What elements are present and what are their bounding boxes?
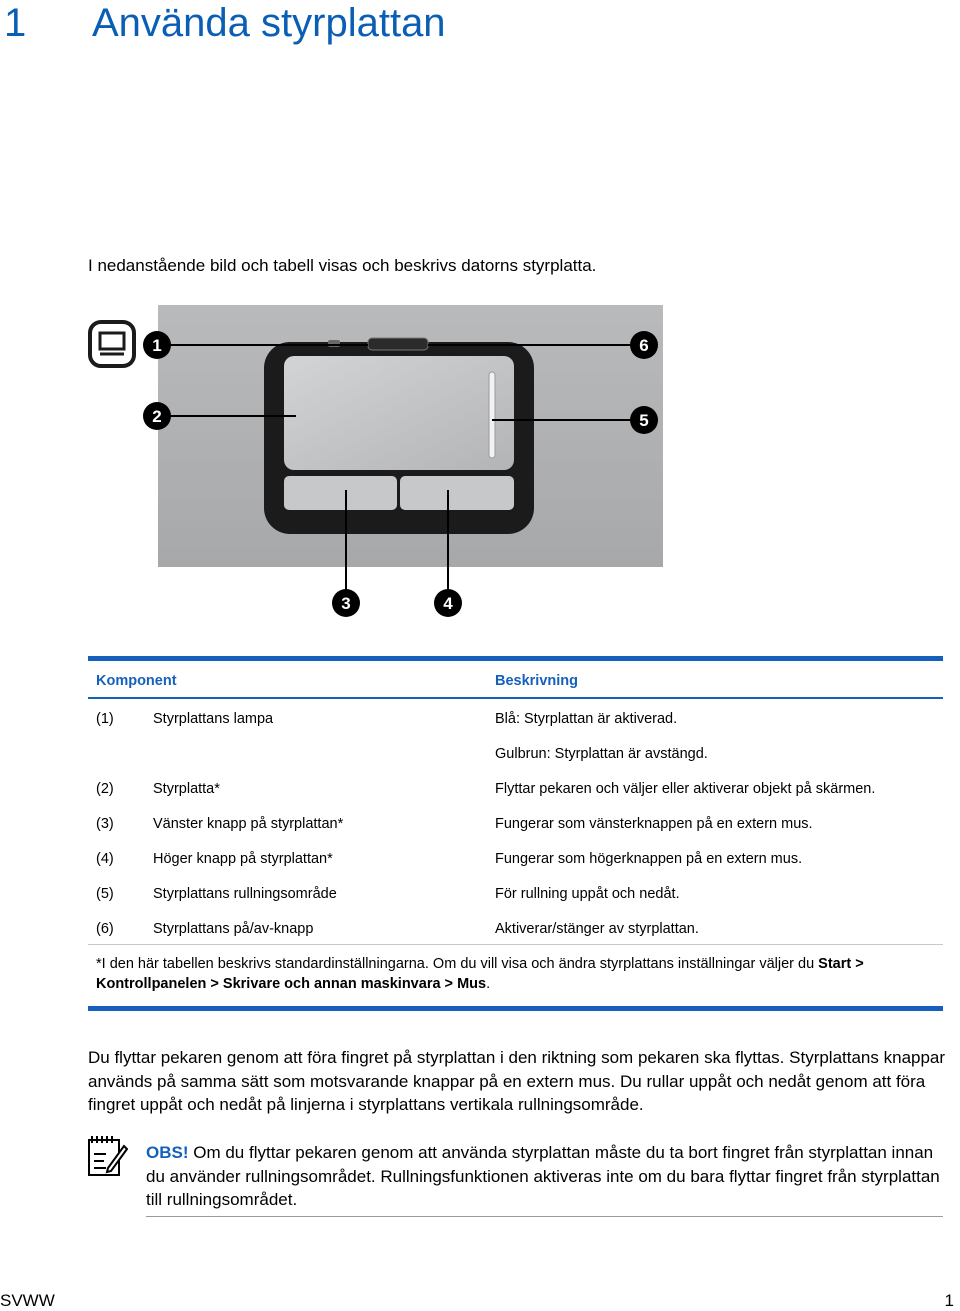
svg-text:6: 6 — [639, 336, 649, 355]
footnote-printers: Skrivare och annan maskinvara — [222, 976, 441, 992]
chapter-title: Använda styrplattan — [92, 1, 446, 45]
table-row — [88, 909, 943, 944]
row-component: Höger knapp på styrplattan* — [153, 851, 333, 867]
svg-text:5: 5 — [639, 411, 649, 430]
footnote-end: . — [486, 976, 491, 992]
chapter-number: 1 — [4, 1, 27, 45]
table-row — [88, 769, 943, 804]
header-component: Komponent — [96, 673, 177, 689]
row-component: Styrplatta* — [153, 781, 220, 797]
footnote-mouse: Mus — [457, 976, 487, 992]
scroll-zone-line — [489, 372, 495, 458]
table-footnote — [88, 944, 943, 1011]
table-row — [88, 804, 943, 839]
component-table — [88, 656, 943, 1011]
note-label: OBS! — [146, 1143, 189, 1162]
touchpad-onoff-button — [368, 338, 428, 350]
table-header — [88, 661, 943, 699]
row-component: Styrplattans lampa — [153, 711, 274, 727]
callout-2 — [143, 402, 171, 430]
footer-document-code: SVWW — [0, 1291, 55, 1310]
row-description: För rullning uppåt och nedåt. — [495, 886, 680, 902]
row-description: Fungerar som högerknappen på en extern mus. — [495, 851, 803, 867]
touchpad-illustration — [86, 300, 666, 630]
footnote-text: *I den här tabellen beskrivs standardinställningarna. Om du vill visa och ändra styrplattans inställningar väljer du — [96, 956, 819, 972]
table-row — [88, 839, 943, 874]
row-description: Blå: Styrplattan är aktiverad. — [495, 711, 678, 727]
touchpad-surface — [284, 356, 514, 470]
intro-text: I nedanstående bild och tabell visas och beskrivs datorns styrplatta. — [88, 256, 597, 275]
callout-5 — [630, 406, 658, 434]
row-number: (3) — [96, 816, 114, 832]
svg-text:2: 2 — [152, 407, 162, 426]
header-description: Beskrivning — [495, 673, 578, 689]
note-text: Om du flyttar pekaren genom att använda styrplattan måste du ta bort fingret från styrplattan innan du använder rullningsområdet. Rullningsfunktionen aktiveras inte om du bara flyttar fingret från styrplattan till rullningsområdet. — [146, 1143, 940, 1209]
row-number: (6) — [96, 921, 114, 937]
footnote-sep-2: > — [206, 976, 223, 992]
callout-3 — [332, 589, 360, 617]
row-number: (1) — [96, 711, 114, 727]
right-button — [400, 476, 514, 510]
table-row — [88, 699, 943, 734]
row-description: Flyttar pekaren och väljer eller aktiverar objekt på skärmen. — [495, 781, 876, 797]
row-component: Styrplattans rullningsområde — [153, 886, 337, 902]
footnote-sep-1: > — [851, 956, 864, 972]
callout-1 — [143, 331, 171, 359]
row-number: (5) — [96, 886, 114, 902]
body-paragraph: Du flyttar pekaren genom att föra fingret på styrplattan i den riktning som pekaren ska flyttas. Styrplattans knappar används på samma sätt som motsvarande knappar på en extern mus. Du rullar uppåt och nedåt genom att föra fingret uppåt och nedåt på linjerna i styrplattans vertikala rullningsområde. — [88, 1048, 946, 1114]
svg-text:4: 4 — [443, 594, 453, 613]
row-component: Styrplattans på/av-knapp — [153, 921, 314, 937]
footnote-start: Start — [818, 956, 852, 972]
note-block — [146, 1141, 946, 1212]
svg-text:1: 1 — [152, 336, 162, 355]
svg-text:3: 3 — [341, 594, 351, 613]
row-description: Aktiverar/stänger av styrplattan. — [495, 921, 699, 937]
row-number: (4) — [96, 851, 114, 867]
callout-4 — [434, 589, 462, 617]
left-button — [284, 476, 397, 510]
footer-page-number: 1 — [944, 1291, 954, 1310]
footnote-control-panel: Kontrollpanelen — [96, 976, 207, 992]
note-divider — [146, 1216, 943, 1217]
callout-6 — [630, 331, 658, 359]
row-description: Fungerar som vänsterknappen på en extern mus. — [495, 816, 813, 832]
table-row — [88, 734, 943, 769]
footnote-sep-3: > — [440, 976, 458, 992]
table-row — [88, 874, 943, 909]
row-description: Gulbrun: Styrplattan är avstängd. — [495, 746, 708, 762]
note-icon — [86, 1134, 128, 1178]
touchpad-icon — [90, 322, 134, 366]
row-component: Vänster knapp på styrplattan* — [153, 816, 344, 832]
row-number: (2) — [96, 781, 114, 797]
